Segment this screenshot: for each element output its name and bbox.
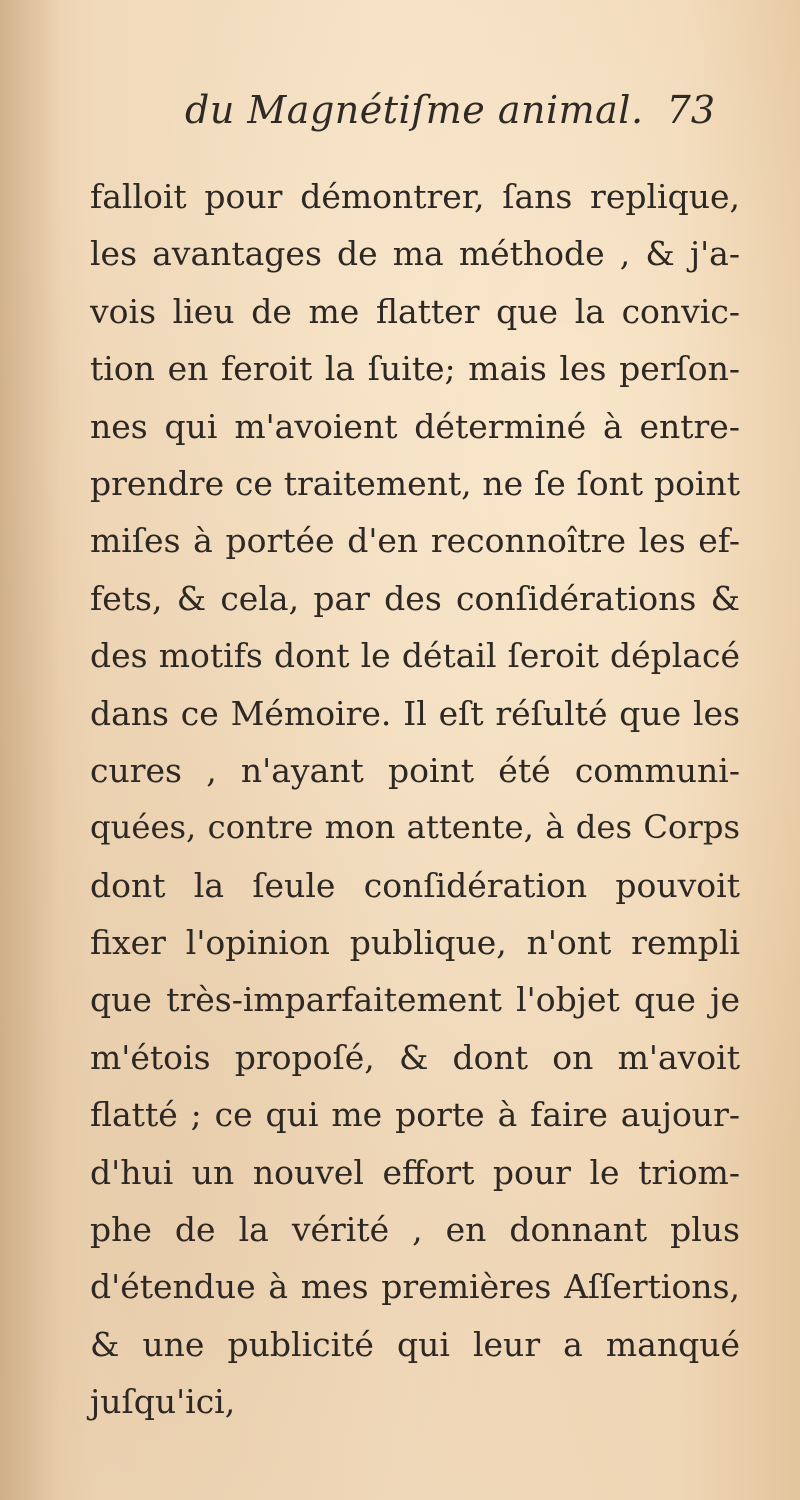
running-title: du Magnétiſme animal. (185, 88, 644, 132)
text-line: juſqu'ici, (90, 1382, 236, 1422)
text-line: dans ce Mémoire. Il eſt réſulté que les (90, 693, 740, 733)
page-number: 73 (666, 88, 715, 132)
text-line: des motifs dont le détail ſeroit déplacé (90, 636, 740, 676)
text-line: nes qui m'avoient déterminé à entre- (90, 406, 740, 446)
text-line: fixer l'opinion publique, n'ont rempli (90, 923, 740, 963)
text-line: que très-imparfaitement l'objet que je (90, 980, 740, 1020)
text-line: d'hui un nouvel effort pour le triom- (90, 1152, 740, 1192)
body-text (90, 168, 740, 1431)
page-edge-shadow (0, 0, 60, 1500)
text-line: & une publicité qui leur a manqué (90, 1324, 740, 1364)
text-line: tion en feroit la ſuite; mais les perſon- (90, 349, 740, 389)
text-line: prendre ce traitement, ne ſe ſont point (90, 463, 740, 503)
text-line: falloit pour démontrer, ſans replique, (90, 177, 740, 216)
text-line: phe de la vérité , en donnant plus (90, 1210, 740, 1250)
text-line: miſes à portée d'en reconnoître les ef- (90, 521, 740, 561)
text-line: m'étois propoſé, & dont on m'avoit (90, 1037, 740, 1077)
text-line: dont la ſeule conſidération pouvoit (90, 865, 740, 905)
text-line: cures , n'ayant point été communi- (90, 750, 740, 790)
text-line: fets, & cela, par des conſidérations & (90, 578, 740, 618)
text-line: vois lieu de me flatter que la convic- (90, 291, 740, 331)
text-line: d'étendue à mes premières Aſſertions, (90, 1267, 740, 1307)
text-line: les avantages de ma méthode , & j'a- (90, 234, 740, 274)
text-line: quées, contre mon attente, à des Corps (90, 808, 740, 847)
text-line: flatté ; ce qui me porte à faire aujour- (90, 1095, 740, 1135)
running-header (185, 88, 715, 144)
